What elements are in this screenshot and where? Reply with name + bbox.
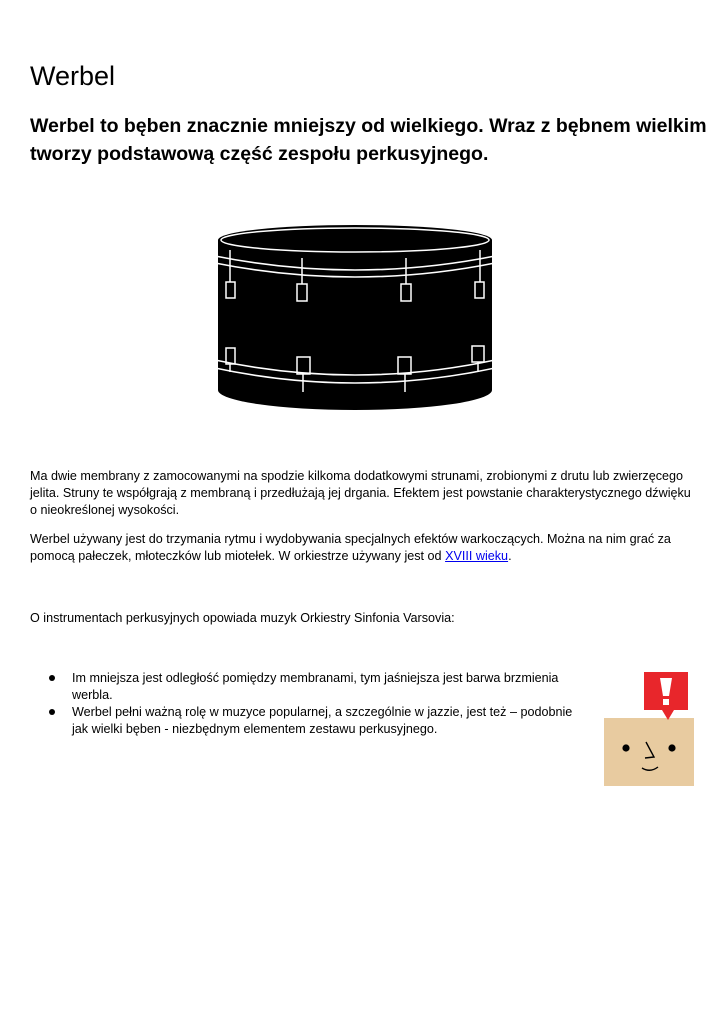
- list-item-text: Im mniejsza jest odległość pomiędzy membranami, tym jaśniejsza jest barwa brzmienia werbla.: [72, 671, 559, 702]
- paragraph-membranes: Ma dwie membrany z zamocowanymi na spodzie kilkoma dodatkowymi strunami, zrobionymi z drutu lub zwierzęcego jelita. Struny te współgrają z membraną i przedłużają jej drgania. Efektem jest powstanie charakterystycznego dźwięku o nieokreślonej wysokości.: [30, 469, 691, 517]
- exclamation-face-icon: [602, 670, 696, 788]
- facts-list: [30, 670, 590, 738]
- list-item-text: Werbel pełni ważną rolę w muzyce popularnej, a szczególnie w jazzie, jest też – podobnie jak wielki bęben - niezbędnym elementem zestawu perkusyjnego.: [72, 705, 573, 736]
- bullet-icon: [49, 709, 55, 715]
- page-subtitle: Werbel to bęben znacznie mniejszy od wielkiego. Wraz z bębnem wielkim tworzy podstawową część zespołu perkusyjnego.: [30, 115, 707, 166]
- paragraph-usage-text: Werbel używany jest do trzymania rytmu i wydobywania specjalnych efektów warkoczących. Można na nim grać za pomocą pałeczek, młoteczków lub miotełek. W orkiestrze używany jest od: [30, 532, 671, 563]
- bullet-icon: [49, 675, 55, 681]
- snare-drum-icon: [210, 222, 500, 412]
- paragraph-usage-end: .: [508, 549, 512, 563]
- paragraph-orchestra: O instrumentach perkusyjnych opowiada muzyk Orkiestry Sinfonia Varsovia:: [30, 611, 455, 625]
- page-title: Werbel: [30, 61, 116, 91]
- list-item: [30, 704, 590, 738]
- list-item: [30, 670, 590, 704]
- paragraph-usage: [30, 531, 695, 565]
- link-xviii-century[interactable]: XVIII wieku: [445, 549, 509, 563]
